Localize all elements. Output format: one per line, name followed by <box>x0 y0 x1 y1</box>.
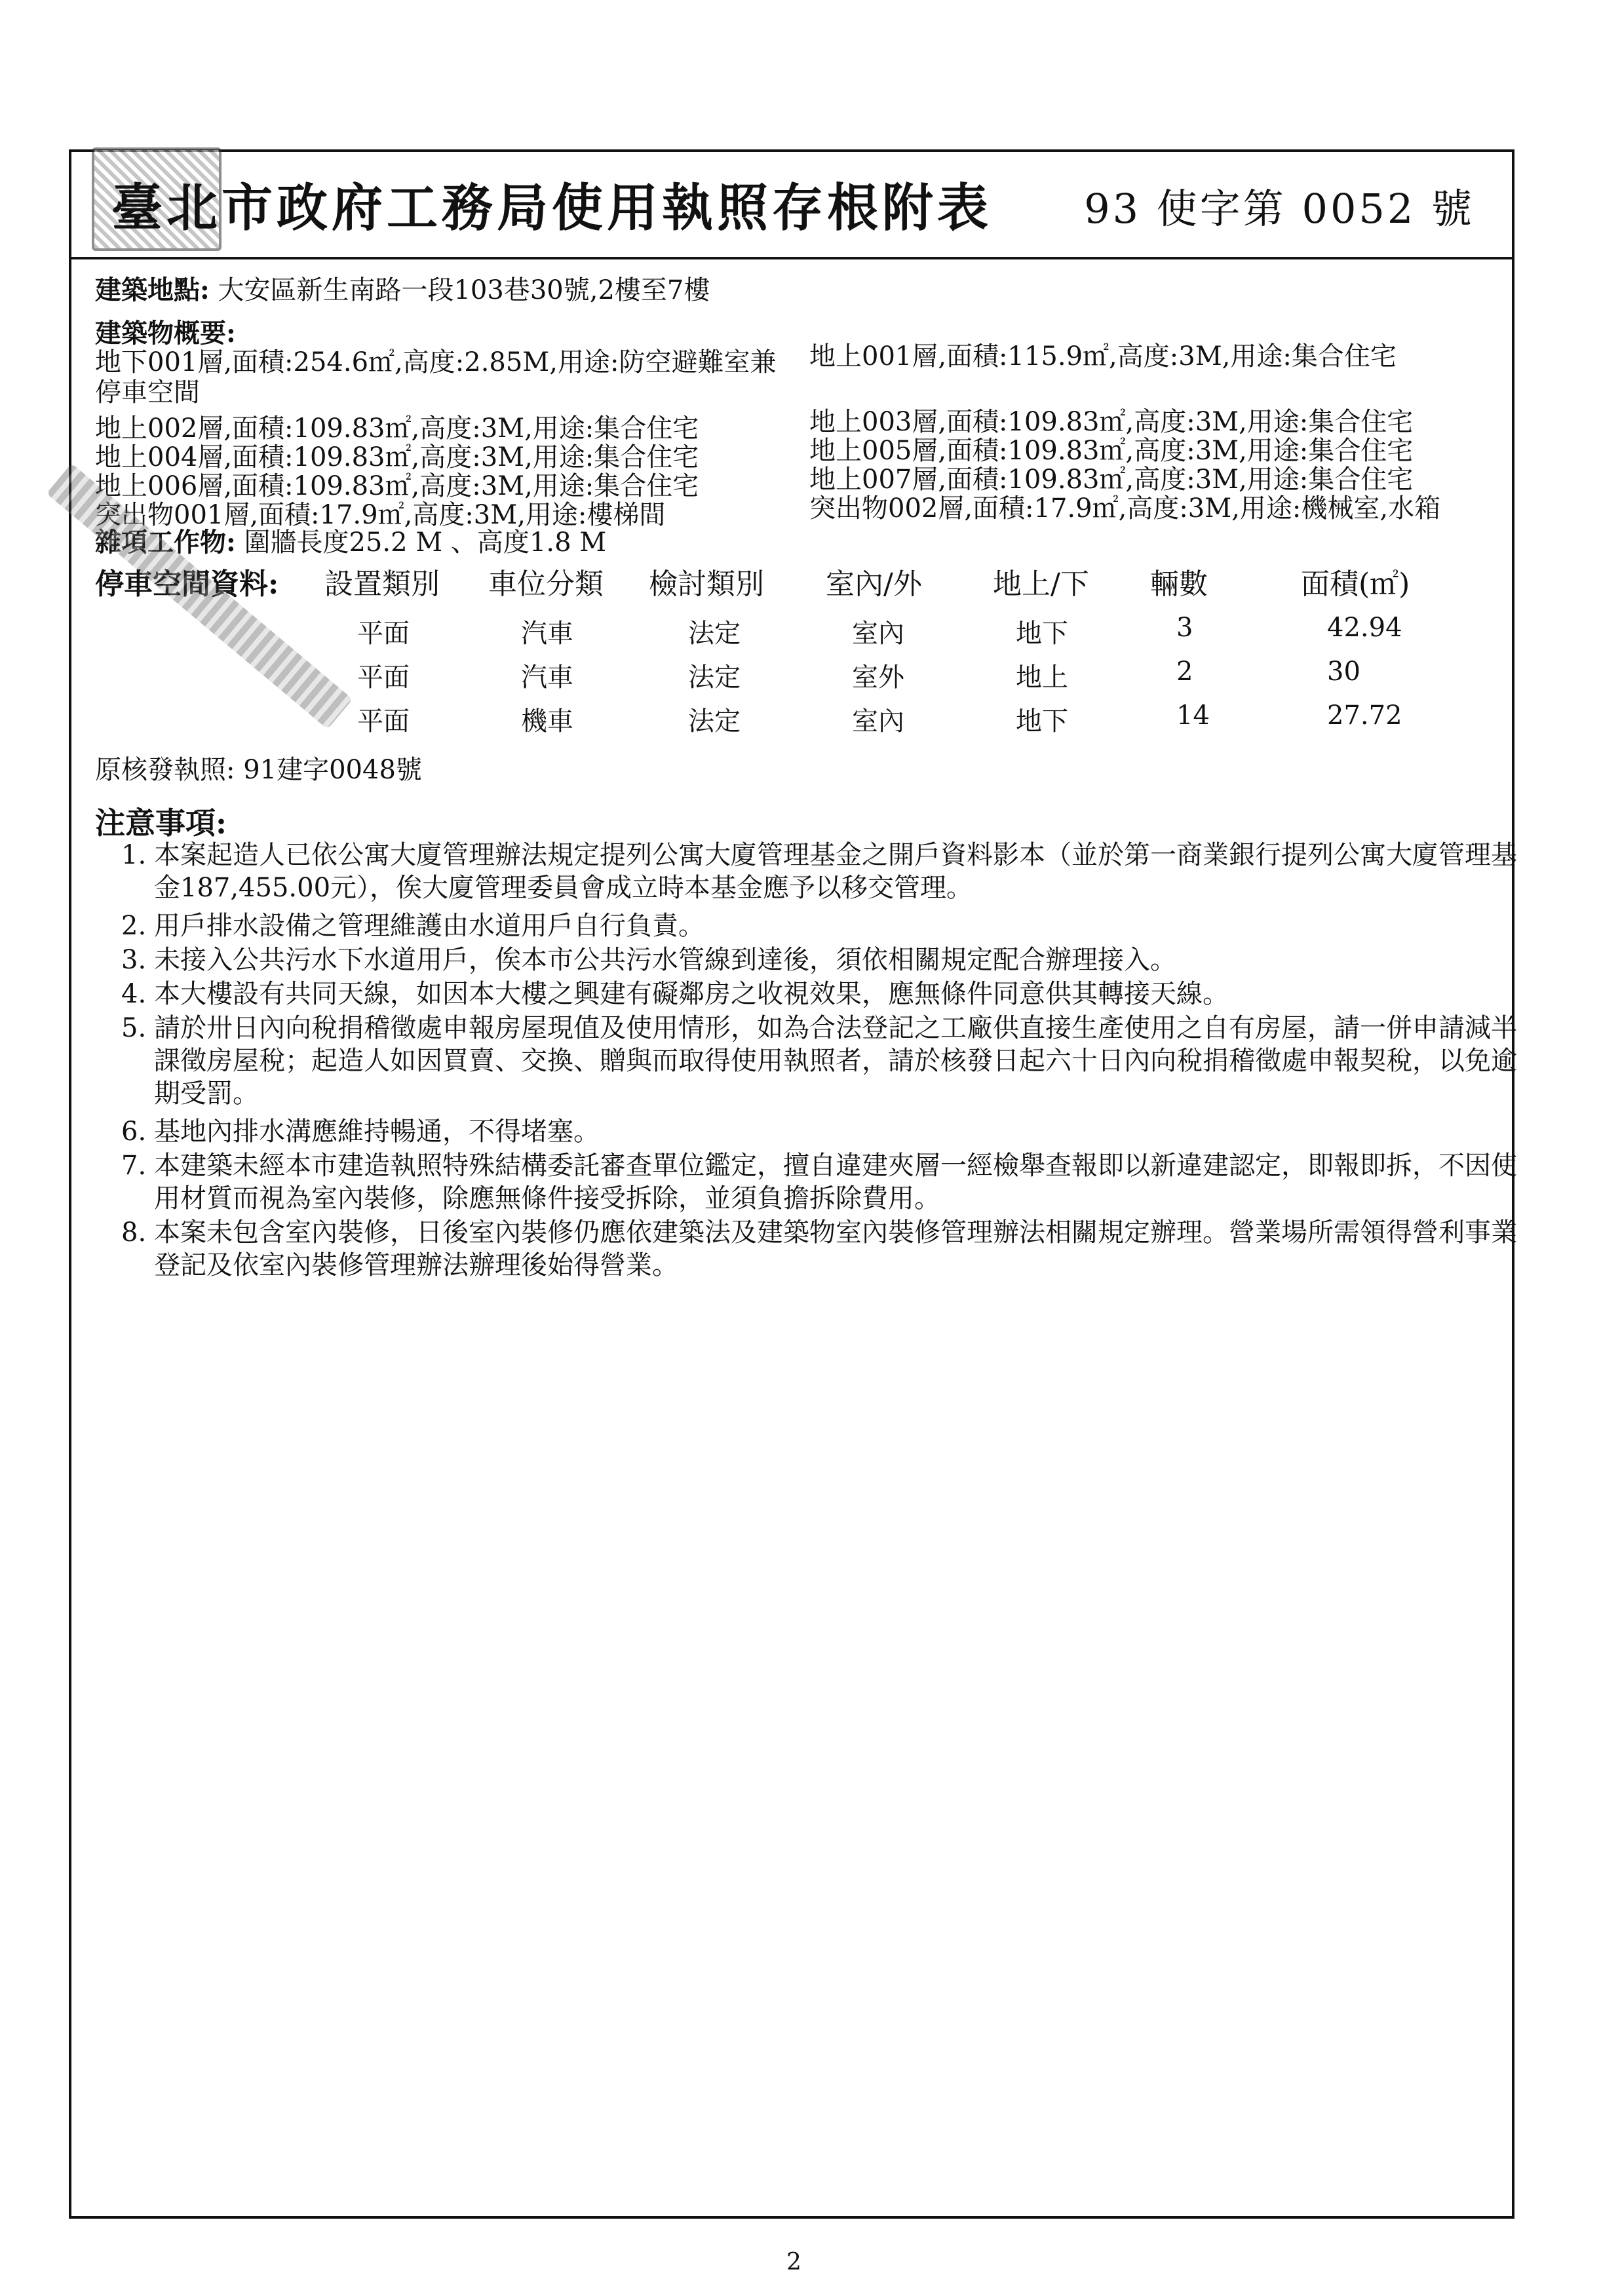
note-text: 本大樓設有共同天線，如因本大樓之興建有礙鄰房之收視效果，應無條件同意供其轉接天線。 <box>154 979 1229 1009</box>
note-item <box>121 839 1517 904</box>
parking-cell: 法定 <box>688 619 741 649</box>
parking-cell: 3 <box>1176 613 1193 643</box>
parking-header-area: 面積(㎡) <box>1301 567 1410 601</box>
parking-header-count: 輛數 <box>1150 567 1208 601</box>
original-permit-value: 91建字0048號 <box>243 755 422 785</box>
floor-right-4: 地上007層,面積:109.83㎡,高度:3M,用途:集合住宅 <box>809 465 1414 495</box>
parking-cell: 地上 <box>1016 662 1068 693</box>
parking-cell: 室外 <box>852 662 904 693</box>
parking-cell: 汽車 <box>521 619 573 649</box>
floor-left-1: 地上002層,面積:109.83㎡,高度:3M,用途:集合住宅 <box>95 413 699 444</box>
note-number: 1. <box>121 840 147 870</box>
floor-right-5: 突出物002層,面積:17.9㎡,高度:3M,用途:機械室,水箱 <box>809 493 1441 524</box>
note-text: 請於卅日內向稅捐稽徵處申報房屋現值及使用情形，如為合法登記之工廠供直接生產使用之自有房屋，請一併申請減半課徵房屋稅；起造人如因買賣、交換、贈與而取得使用執照者，請於核發日起六十日內向稅捐稽徵處申報契稅，以免逾期受罰。 <box>154 1013 1517 1109</box>
permit-number: 93 使字第 0052 號 <box>1084 185 1475 233</box>
parking-cell: 法定 <box>688 706 741 737</box>
header-divider <box>69 257 1514 259</box>
floor-left-2: 地上004層,面積:109.83㎡,高度:3M,用途:集合住宅 <box>95 442 699 472</box>
note-text: 本建築未經本市建造執照特殊結構委託審查單位鑑定，擅自違建夾層一經檢舉查報即以新違建認定，即報即拆，不因使用材質而視為室內裝修，除應無條件接受拆除，並須負擔拆除費用。 <box>154 1151 1517 1214</box>
document-header <box>85 167 1501 246</box>
note-text: 本案未包含室內裝修，日後室內裝修仍應依建築法及建築物室內裝修管理辦法相關規定辦理。營業場所需領得營利事業登記及依室內裝修管理辦法辦理後始得營業。 <box>154 1217 1517 1280</box>
parking-header-category: 車位分類 <box>488 567 604 601</box>
basement-info: 地下001層,面積:254.6㎡,高度:2.85M,用途:防空避難室兼停車空間 <box>95 347 777 408</box>
note-number: 3. <box>121 945 147 975</box>
parking-cell: 室內 <box>852 619 904 649</box>
note-number: 8. <box>121 1217 147 1248</box>
parking-cell: 27.72 <box>1327 700 1402 731</box>
parking-header-indoor: 室內/外 <box>826 567 922 601</box>
parking-cell: 2 <box>1176 657 1193 687</box>
note-number: 2. <box>121 911 147 941</box>
page-number: 2 <box>786 2249 801 2276</box>
parking-header-level: 地上/下 <box>993 567 1089 601</box>
parking-cell: 平面 <box>357 706 410 737</box>
note-item <box>121 909 1517 942</box>
floor-left-4: 突出物001層,面積:17.9㎡,高度:3M,用途:樓梯間 <box>95 500 666 530</box>
parking-label: 停車空間資料: <box>95 567 279 601</box>
note-item <box>121 1012 1517 1110</box>
parking-header-type: 設置類別 <box>324 567 440 601</box>
note-text: 基地內排水溝應維持暢通，不得堵塞。 <box>154 1117 600 1147</box>
note-item <box>121 1216 1517 1282</box>
site-label: 建築地點: <box>95 275 210 305</box>
note-text: 用戶排水設備之管理維護由水道用戶自行負責。 <box>154 911 704 941</box>
document-title: 臺北市政府工務局使用執照存根附表 <box>111 178 993 238</box>
note-number: 6. <box>121 1117 147 1147</box>
misc-works-label: 雜項工作物: <box>95 527 236 558</box>
floor-right-2: 地上003層,面積:109.83㎡,高度:3M,用途:集合住宅 <box>809 407 1414 437</box>
misc-works-value: 圍牆長度25.2 M 、高度1.8 M <box>244 527 607 558</box>
note-item <box>121 1115 1517 1148</box>
parking-cell: 14 <box>1176 700 1210 731</box>
floor-left-3: 地上006層,面積:109.83㎡,高度:3M,用途:集合住宅 <box>95 471 699 501</box>
parking-cell: 30 <box>1327 657 1360 687</box>
parking-cell: 地下 <box>1016 619 1068 649</box>
parking-cell: 42.94 <box>1327 613 1402 643</box>
note-item <box>121 1149 1517 1215</box>
floor-right-1: 地上001層,面積:115.9㎡,高度:3M,用途:集合住宅 <box>809 341 1397 372</box>
site-value: 大安區新生南路一段103巷30號,2樓至7樓 <box>218 275 710 305</box>
parking-header-review: 檢討類別 <box>649 567 764 601</box>
notes-title: 注意事項: <box>95 805 227 841</box>
original-permit-label: 原核發執照: <box>95 755 235 785</box>
note-item <box>121 944 1517 976</box>
building-summary-label: 建築物概要: <box>95 318 236 349</box>
note-text: 未接入公共污水下水道用戶，俟本市公共污水管線到達後，須依相關規定配合辦理接入。 <box>154 945 1176 975</box>
site-address <box>95 275 710 305</box>
parking-cell: 平面 <box>357 619 410 649</box>
note-item <box>121 978 1517 1010</box>
parking-cell: 機車 <box>521 706 573 737</box>
note-number: 5. <box>121 1013 147 1043</box>
note-number: 7. <box>121 1151 147 1181</box>
note-number: 4. <box>121 979 147 1009</box>
original-permit <box>95 755 422 785</box>
parking-cell: 室內 <box>852 706 904 737</box>
parking-cell: 平面 <box>357 662 410 693</box>
parking-cell: 汽車 <box>521 662 573 693</box>
parking-cell: 法定 <box>688 662 741 693</box>
note-text: 本案起造人已依公寓大廈管理辦法規定提列公寓大廈管理基金之開戶資料影本（並於第一商業銀行提列公寓大廈管理基金187,455.00元），俟大廈管理委員會成立時本基金應予以移交管理。 <box>154 840 1517 903</box>
parking-cell: 地下 <box>1016 706 1068 737</box>
floor-right-3: 地上005層,面積:109.83㎡,高度:3M,用途:集合住宅 <box>809 436 1414 466</box>
